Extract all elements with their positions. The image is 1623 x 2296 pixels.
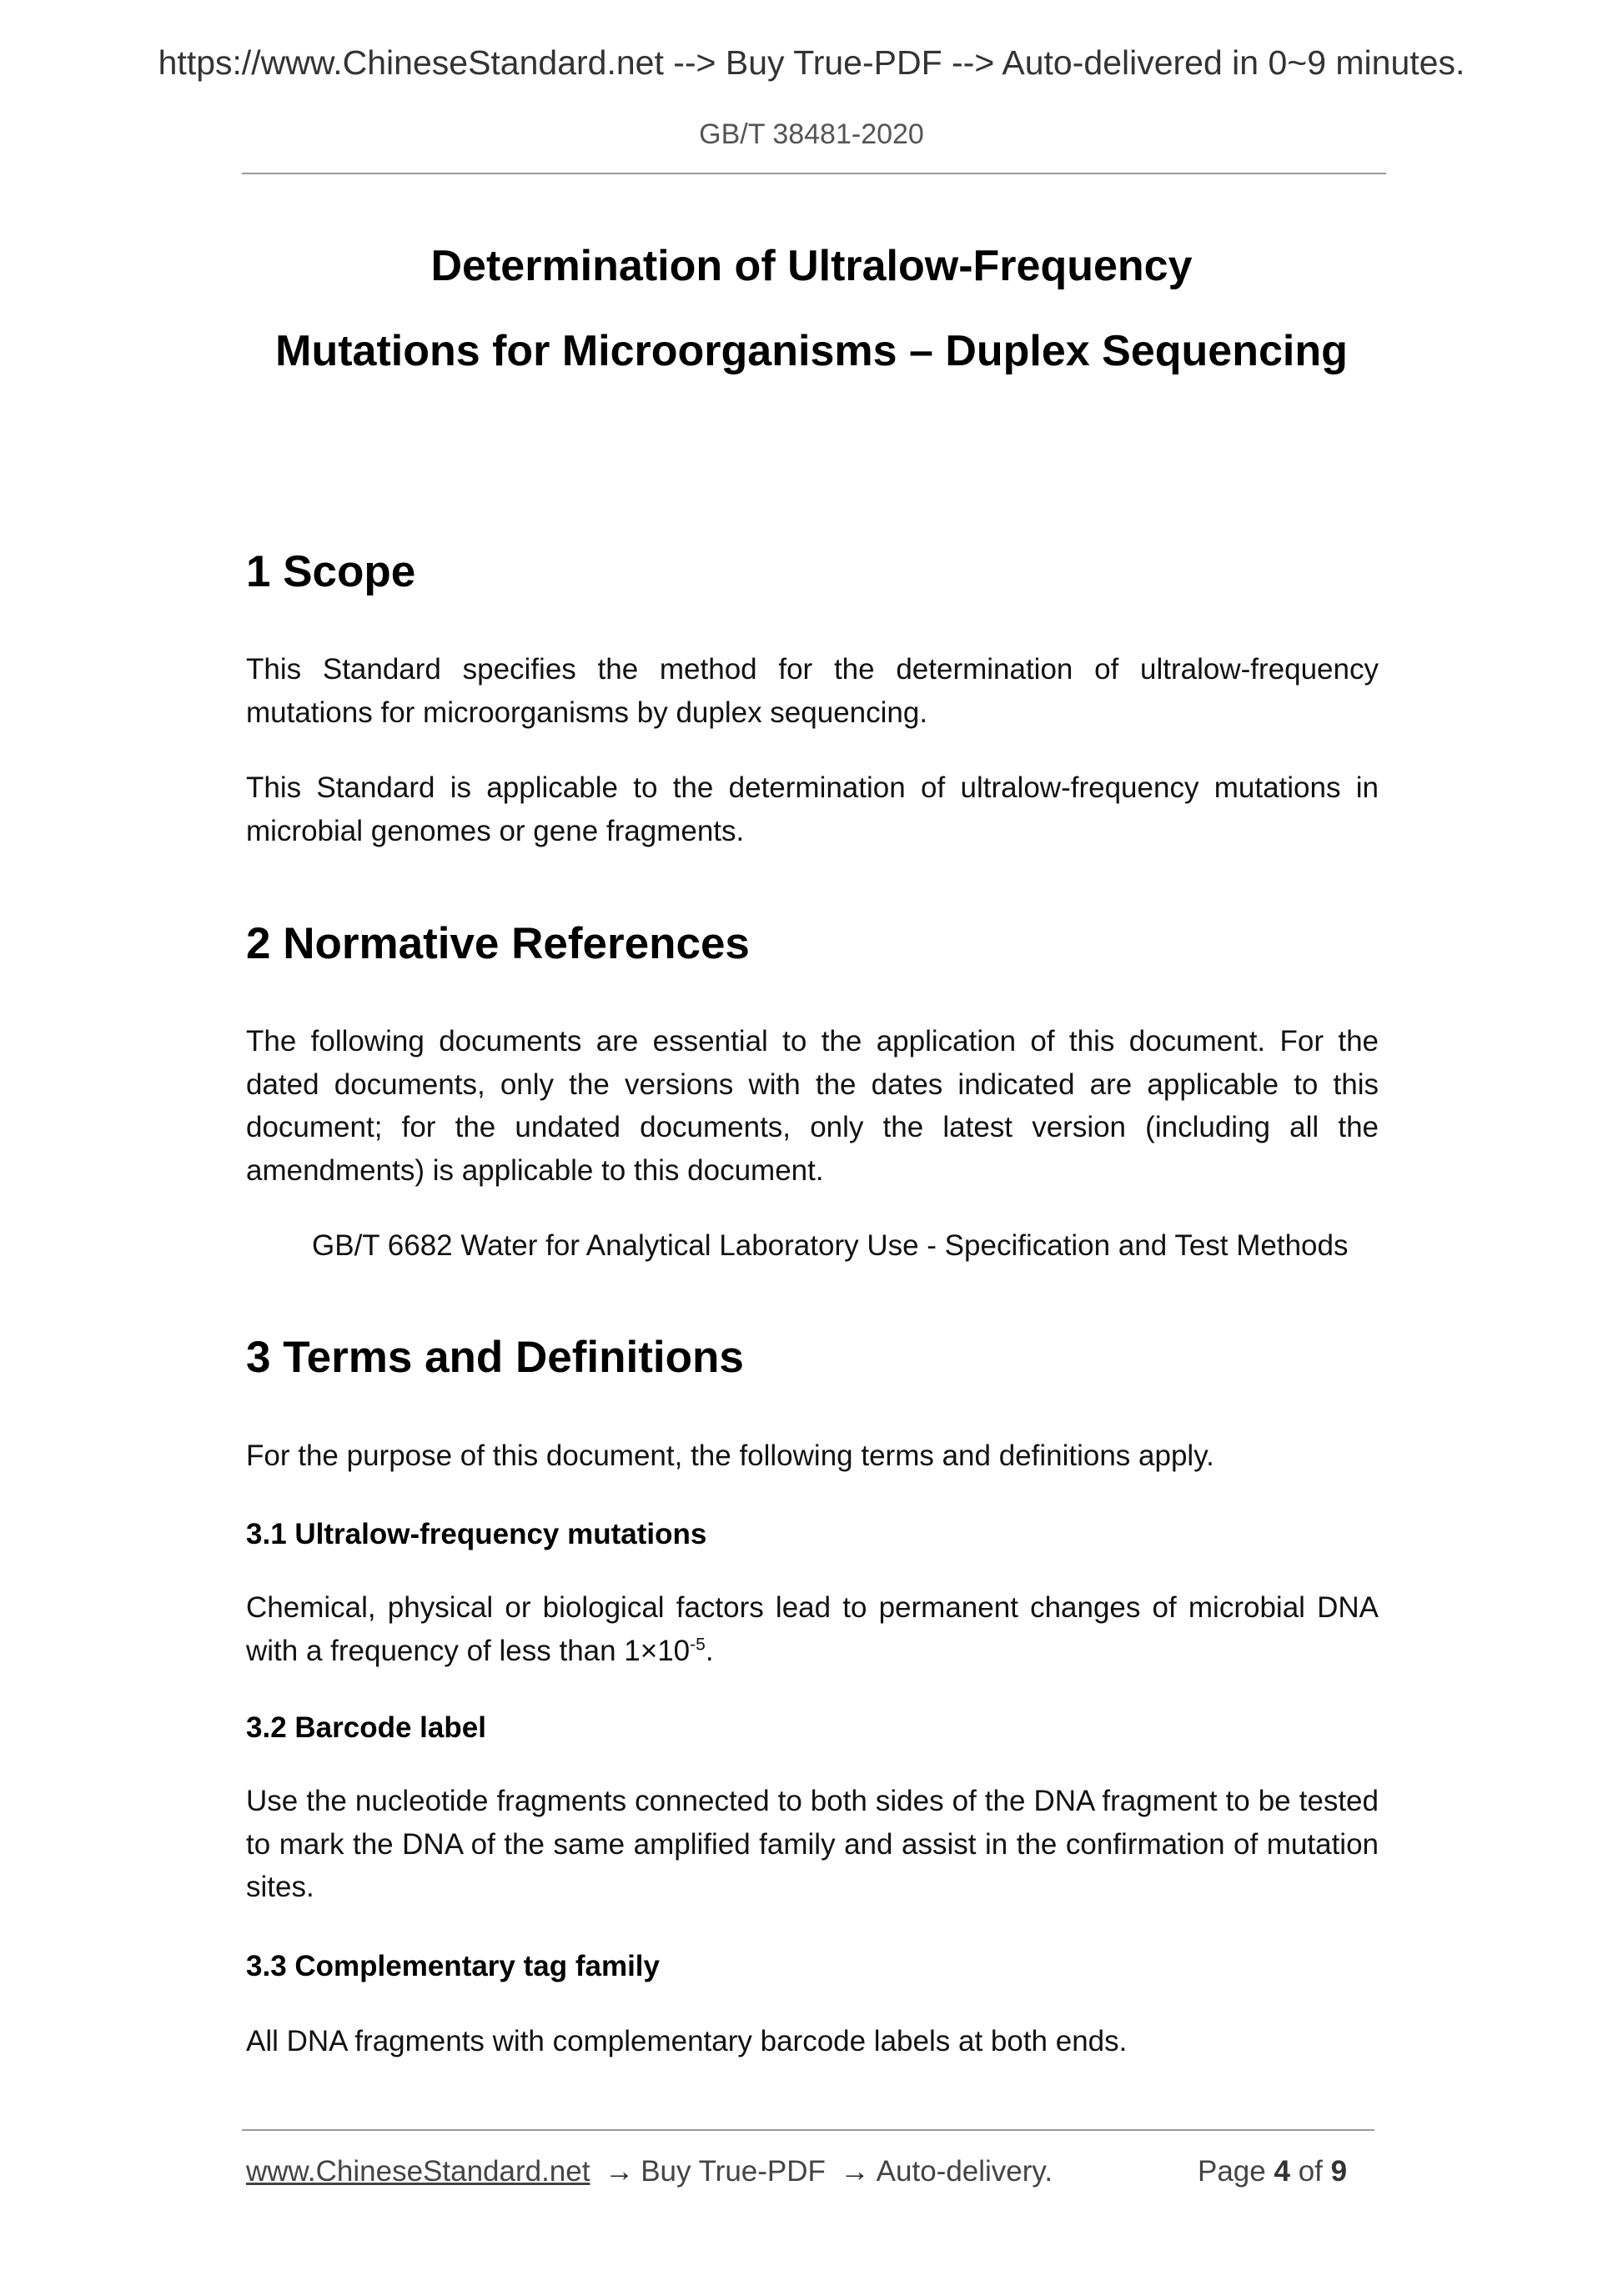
footer-delivery-text: Auto-delivery. xyxy=(876,2155,1053,2188)
footer-buy-text: Buy True-PDF xyxy=(641,2155,826,2188)
footer-divider xyxy=(242,2129,1374,2131)
page-label: Page xyxy=(1198,2155,1266,2188)
term-definition-ultralow-frequency-mutations xyxy=(246,1586,1379,1672)
normative-reference-item: GB/T 6682 Water for Analytical Laboratory Use - Specification and Test Methods xyxy=(312,1229,1349,1262)
top-banner[interactable]: https://www.ChineseStandard.net --> Buy True-PDF --> Auto-delivered in 0~9 minutes. xyxy=(158,43,1465,82)
page-current: 4 xyxy=(1274,2155,1290,2188)
page-total: 9 xyxy=(1330,2155,1348,2188)
term-heading-ultralow-frequency-mutations: 3.1 Ultralow-frequency mutations xyxy=(246,1518,707,1550)
standard-number: GB/T 38481-2020 xyxy=(699,118,924,150)
term-heading-complementary-tag-family: 3.3 Complementary tag family xyxy=(246,1950,660,1982)
footer-navigation xyxy=(246,2155,1053,2188)
section-heading-normative-references: 2 Normative References xyxy=(246,919,750,968)
footer-website-link[interactable]: www.ChineseStandard.net xyxy=(246,2155,590,2188)
section-heading-scope: 1 Scope xyxy=(246,547,416,596)
term1-text: Chemical, physical or biological factors lead to permanent changes of microbial DNA with a frequency of less than 1×10 xyxy=(246,1591,1379,1667)
term1-exponent: -5 xyxy=(690,1634,706,1654)
term1-end: . xyxy=(705,1634,714,1667)
document-title-line-2: Mutations for Microorganisms – Duplex Sequencing xyxy=(275,327,1348,375)
term-definition-complementary-tag-family: All DNA fragments with complementary barcode labels at both ends. xyxy=(246,2025,1128,2057)
arrow-right-icon: → xyxy=(840,2155,870,2188)
arrow-right-icon: → xyxy=(605,2155,635,2188)
section-heading-terms-definitions: 3 Terms and Definitions xyxy=(246,1333,744,1382)
terms-intro-paragraph: For the purpose of this document, the following terms and definitions apply. xyxy=(246,1439,1214,1472)
scope-paragraph-2: This Standard is applicable to the determination of ultralow-frequency mutations in microbial genomes or gene fragments. xyxy=(246,771,1379,847)
term-heading-barcode-label: 3.2 Barcode label xyxy=(246,1711,486,1744)
header-divider xyxy=(242,173,1386,174)
page-of: of xyxy=(1298,2155,1323,2188)
document-title-line-1: Determination of Ultralow-Frequency xyxy=(430,242,1193,290)
scope-paragraph-1: This Standard specifies the method for the determination of ultralow-frequency mutations for microorganisms by duplex sequencing. xyxy=(246,653,1379,729)
page-indicator xyxy=(1198,2155,1347,2188)
term-definition-barcode-label: Use the nucleotide fragments connected to both sides of the DNA fragment to be tested to mark the DNA of the same amplified family and assist in the confirmation of mutation sites. xyxy=(246,1785,1379,1903)
normative-references-paragraph: The following documents are essential to the application of this document. For the dated documents, only the versions with the dates indicated are applicable to this document; for the undated documents, only the latest version (including all the amendments) is applicable to this document. xyxy=(246,1025,1379,1187)
